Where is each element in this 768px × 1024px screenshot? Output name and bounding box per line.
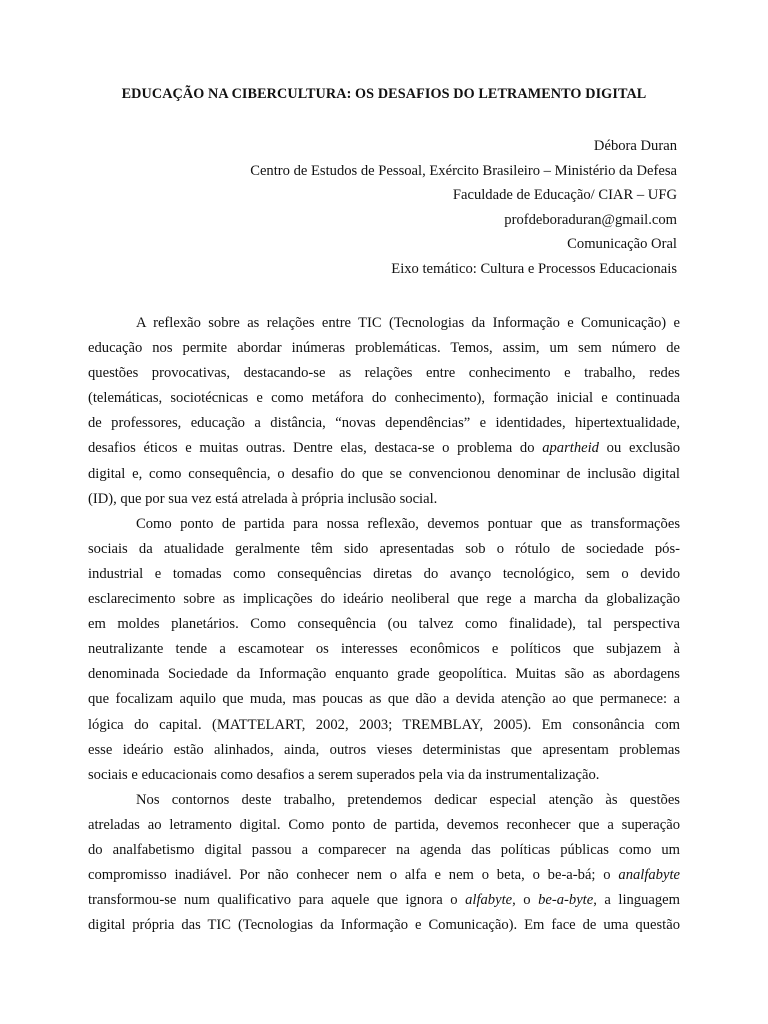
author-email: profdeboraduran@gmail.com — [504, 211, 677, 228]
author-affiliation-2: Faculdade de Educação/ CIAR – UFG — [452, 187, 677, 204]
document-body — [88, 311, 680, 938]
paragraph-line: que focalizam aquilo que muda, mas poucas as que dão a devida atenção ao que permanece: a — [88, 691, 680, 708]
paragraph-line: Nos contornos deste trabalho, pretendemos dedicar especial atenção às questões — [136, 791, 680, 808]
paragraph-line: industrial e tomadas como consequências diretas do avanço tecnológico, sem o devido — [88, 565, 680, 582]
paragraph-line: (telemáticas, sociotécnicas e como metáfora do conhecimento), formação inicial e continuada — [88, 390, 680, 407]
paragraph-line: sociais e educacionais como desafios a serem superados pela via da instrumentalização. — [88, 766, 600, 783]
paragraph-line: lógica do capital. (MATTELART, 2002, 2003; TREMBLAY, 2005). Em consonância com — [88, 716, 680, 733]
paragraph-line: educação nos permite abordar inúmeras problemáticas. Temos, assim, um sem número de — [88, 340, 680, 357]
paragraph-line: desafios éticos e muitas outras. Dentre elas, destaca-se o problema do apartheid ou exclusão — [88, 440, 681, 457]
paragraph-line: questões provocativas, destacando-se as relações entre conhecimento e trabalho, redes — [88, 365, 680, 382]
paragraph-line: (ID), que por sua vez está atrelada à própria inclusão social. — [88, 490, 438, 507]
author-name: Débora Duran — [593, 138, 677, 154]
paragraph-line: Como ponto de partida para nossa reflexão, devemos pontuar que as transformações — [136, 515, 680, 532]
author-affiliation-1: Centro de Estudos de Pessoal, Exército Brasileiro – Ministério da Defesa — [250, 162, 677, 179]
paragraph-line: de professores, educação a distância, “novas dependências” e identidades, hipertextualidade, — [88, 415, 680, 432]
presentation-type: Comunicação Oral — [567, 236, 677, 253]
paragraph-line: denominada Sociedade da Informação enquanto grade geopolítica. Muitas são as abordagens — [88, 666, 680, 683]
paragraph-line: digital e, como consequência, o desafio do que se convencionou denominar de inclusão digital — [88, 465, 680, 482]
paragraph-line: A reflexão sobre as relações entre TIC (Tecnologias da Informação e Comunicação) e — [136, 315, 680, 331]
paragraph-line: neutralizante tende a escamotear os interesses econômicos e políticos que subjazem à — [88, 641, 680, 658]
paragraph-line: atreladas ao letramento digital. Como ponto de partida, devemos reconhecer que a superação — [88, 816, 680, 833]
paragraph-line: sociais da atualidade geralmente têm sido apresentadas sob o rótulo de sociedade pós- — [88, 540, 680, 557]
paragraph-line: esse ideário estão alinhados, ainda, outros vieses deterministas que apresentam problemas — [88, 741, 680, 758]
author-block — [250, 134, 677, 282]
paragraph-line: digital própria das TIC (Tecnologias da Informação e Comunicação). Em face de uma questão — [88, 917, 680, 934]
thematic-axis: Eixo temático: Cultura e Processos Educacionais — [391, 260, 677, 277]
paragraph-line: do analfabetismo digital passou a comparecer na agenda das políticas públicas como um — [88, 841, 680, 858]
document-title: EDUCAÇÃO NA CIBERCULTURA: OS DESAFIOS DO LETRAMENTO DIGITAL — [121, 86, 647, 102]
paragraph-line: em moldes planetários. Como consequência (ou talvez como finalidade), tal perspectiva — [88, 616, 680, 633]
body-paragraph — [88, 512, 680, 788]
body-paragraph — [88, 788, 680, 939]
body-paragraph — [88, 311, 680, 512]
paragraph-line: compromisso inadiável. Por não conhecer nem o alfa e nem o beta, o be-a-bá; o analfabyte — [88, 867, 680, 884]
paragraph-line: esclarecimento sobre as implicações do ideário neoliberal que rege a marcha da globalização — [88, 591, 680, 608]
paragraph-line: transformou-se num qualificativo para aquele que ignora o alfabyte, o be-a-byte, a linguagem — [88, 892, 680, 909]
